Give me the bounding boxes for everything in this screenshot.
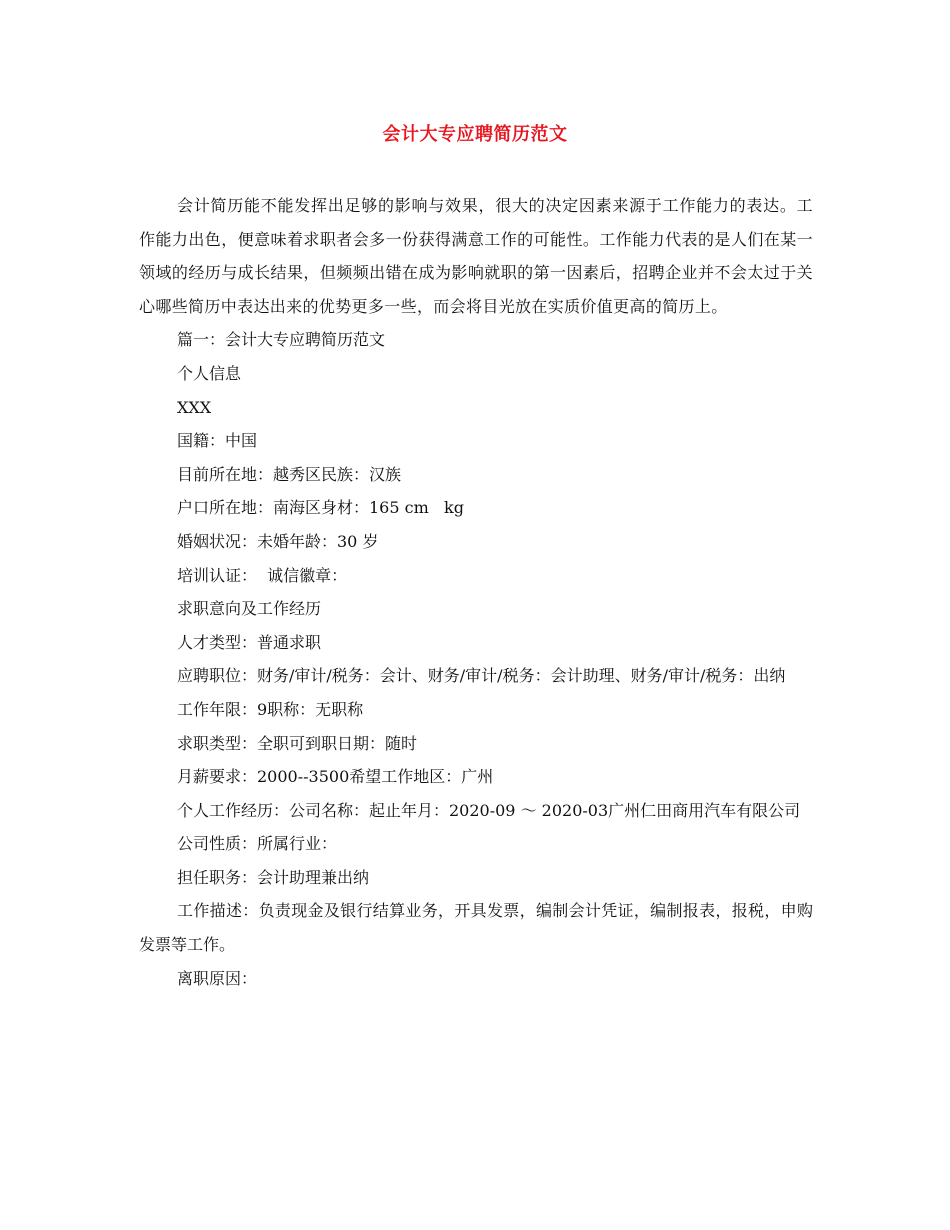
location-ethnicity-line: 目前所在地：越秀区民族：汉族	[177, 464, 402, 484]
talent-type-line: 人才类型：普通求职	[177, 632, 322, 652]
nationality-line: 国籍：中国	[177, 431, 258, 451]
section-heading-personal-info: 个人信息	[177, 363, 242, 383]
document-title: 会计大专应聘简历范文	[382, 124, 568, 145]
leaving-reason-line: 离职原因：	[177, 968, 258, 988]
name-line: XXX	[177, 397, 212, 417]
document-body	[139, 189, 813, 995]
section-heading-resume: 篇一：会计大专应聘简历范文	[177, 330, 386, 350]
job-type-line: 求职类型：全职可到职日期：随时	[177, 733, 418, 753]
marital-age-line: 婚姻状况：未婚年龄：30 岁	[177, 531, 379, 551]
work-years-title-line: 工作年限：9职称：无职称	[177, 699, 364, 719]
company-nature-line: 公司性质：所属行业：	[177, 834, 338, 854]
section-heading-job-intent: 求职意向及工作经历	[177, 599, 322, 619]
intro-paragraph: 会计简历能不能发挥出足够的影响与效果，很大的决定因素来源于工作能力的表达。工作能力出色，便意味着求职者会多一份获得满意工作的可能性。工作能力代表的是人们在某一领域的经历与成长结果，但频频出错在成为影响就职的第一因素后，招聘企业并不会太过于关心哪些简历中表达出来的优势更多一些，而会将目光放在实质价值更高的简历上。	[139, 196, 813, 316]
salary-region-line: 月薪要求：2000--3500希望工作地区：广州	[177, 767, 494, 787]
certification-line: 培训认证： 诚信徽章：	[177, 565, 348, 585]
hukou-height-line: 户口所在地：南海区身材：165 cm kg	[177, 498, 464, 518]
work-experience-line: 个人工作经历：公司名称：起止年月：2020-09 ～ 2020-03广州仁田商用汽车有限公司	[177, 800, 801, 820]
applied-position-line: 应聘职位：财务/审计/税务：会计、财务/审计/税务：会计助理、财务/审计/税务：出纳	[177, 666, 786, 686]
position-held-line: 担任职务：会计助理兼出纳	[177, 867, 370, 887]
job-description-line: 工作描述：负责现金及银行结算业务，开具发票，编制会计凭证，编制报表，报税，申购发票等工作。	[139, 901, 813, 955]
